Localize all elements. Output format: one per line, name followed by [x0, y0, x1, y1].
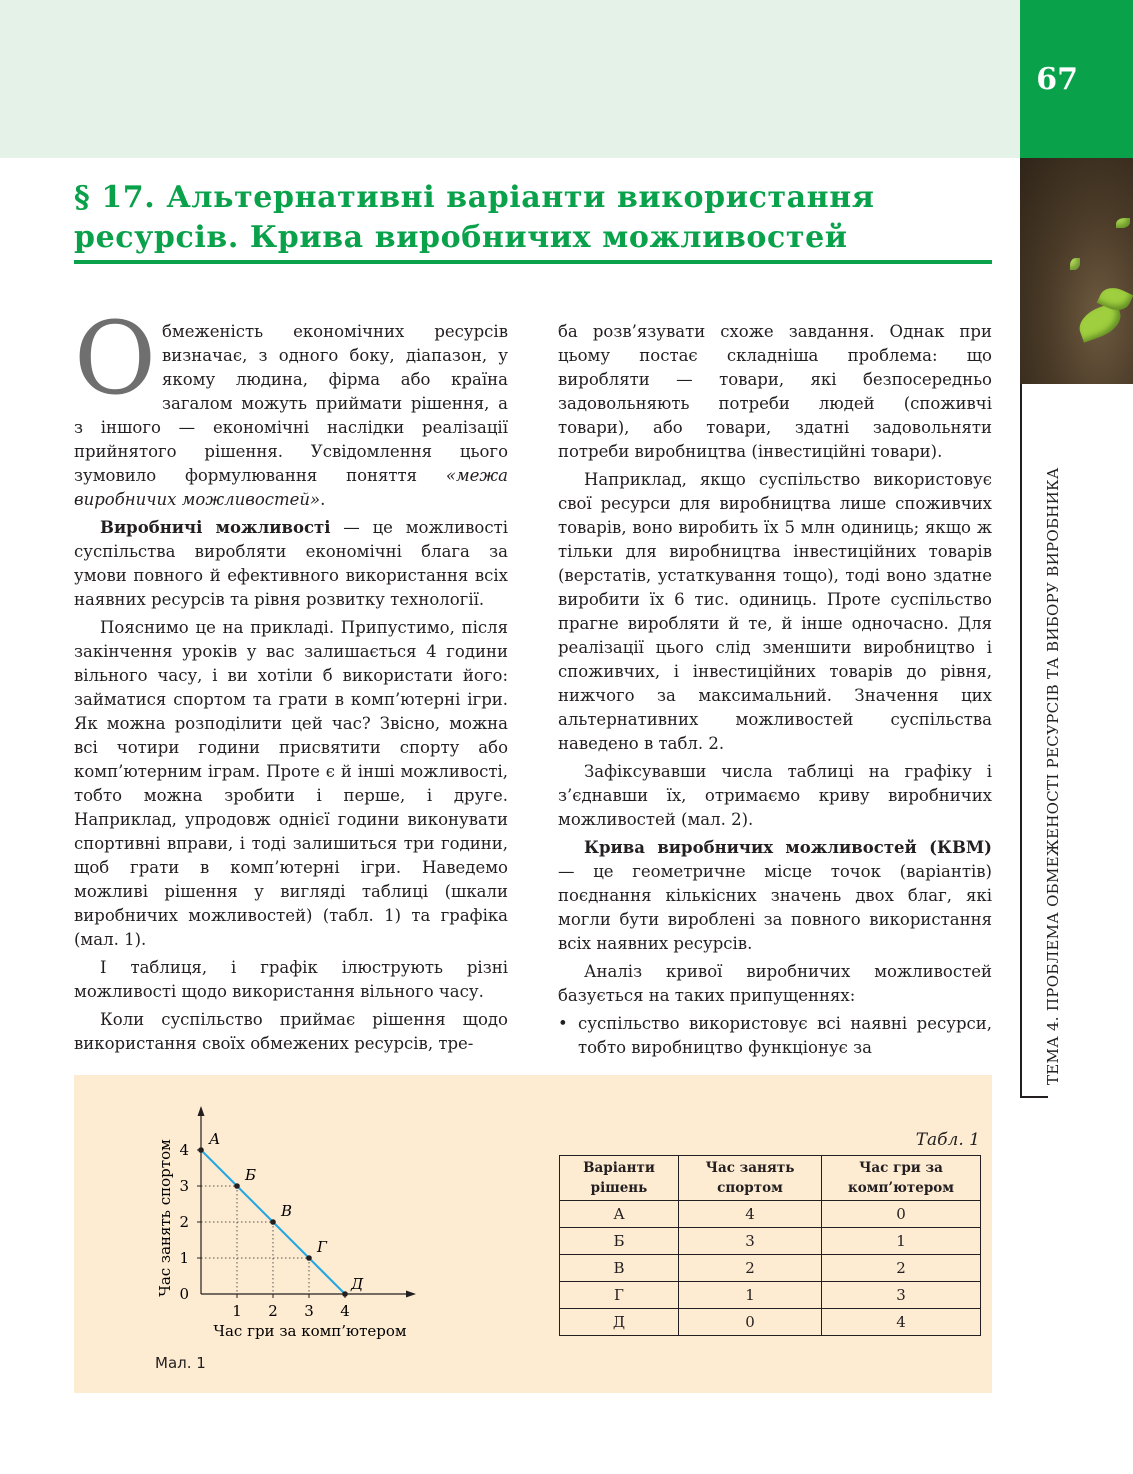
y-tick-label: 4	[179, 1141, 189, 1159]
table-header-cell: Час гри за комп’ютером	[822, 1156, 981, 1201]
term-ppc: Крива виробничих можливостей (КВМ)	[584, 838, 992, 857]
y-axis-title: Час занять спортом	[156, 1139, 174, 1297]
table-cell: Б	[560, 1228, 679, 1255]
point-label: А	[209, 1130, 221, 1148]
title-underline	[74, 260, 992, 264]
table-cell: 3	[822, 1282, 981, 1309]
sidebar-rule	[1020, 384, 1022, 1098]
x-tick-label: 4	[340, 1302, 350, 1320]
table-cell: Д	[560, 1309, 679, 1336]
bullet-text: суспільство використовує всі наявні ресурси, тобто виробництво функціонує за	[578, 1014, 992, 1057]
header-band	[0, 0, 1020, 158]
table-row	[560, 1201, 981, 1228]
y-tick-label: 2	[179, 1213, 189, 1231]
paragraph-illustration: І таблиця, і графік ілюструють різні можливості щодо використання вільного часу.	[74, 958, 508, 1001]
figure-caption: Мал. 1	[155, 1354, 206, 1372]
y-axis-arrow	[198, 1106, 205, 1116]
table-cell: 4	[679, 1201, 822, 1228]
term-production-possibilities: Виробничі можливості	[100, 518, 331, 537]
data-point	[342, 1291, 348, 1297]
table-header-row	[560, 1156, 981, 1201]
x-axis-title: Час гри за комп’ютером	[213, 1322, 407, 1340]
point-label: В	[281, 1202, 293, 1220]
paragraph-definition: Виробничі можливості — це можливості суспільства виробляти економічні блага за умови повного й ефективного використання всіх наявних ресурсів та рівня розвитку технології.	[74, 518, 508, 609]
paragraph-society: Коли суспільство приймає рішення щодо використання своїх обмежених ресурсів, тре-	[74, 1010, 508, 1053]
y-tick-label: 0	[179, 1285, 189, 1303]
text-column-left	[74, 300, 508, 1056]
paragraph-intro: Обмеженість економічних ресурсів визначає, з одного боку, діапазон, у якому людина, фірма або країна загалом можуть приймати рішення, а з іншого — економічні наслідки реалізації прийнятого рішення. Усвідомлення цього зумовило формулювання поняття «межа виробничих можливостей».	[74, 300, 508, 509]
table-row	[560, 1255, 981, 1282]
table-row	[560, 1309, 981, 1336]
data-point	[306, 1255, 312, 1261]
table-cell: 0	[679, 1309, 822, 1336]
table-cell: В	[560, 1255, 679, 1282]
point-label: Г	[317, 1238, 327, 1256]
paragraph-graph: Зафіксувавши числа таблиці на графіку і з’єднавши їх, отримаємо криву виробничих можливостей (мал. 2).	[558, 762, 992, 829]
table-cell: 4	[822, 1309, 981, 1336]
table-cell: 2	[822, 1255, 981, 1282]
x-tick-label: 3	[304, 1302, 314, 1320]
table-cell: 1	[822, 1228, 981, 1255]
paragraph-continuation: ба розв’язувати схоже завдання. Однак при цьому постає складніша проблема: що виробляти — товари, які безпосередньо задовольняють потреби людей (споживчі товари), або товари, здатні задовольняти потреби виробництва (інвестиційні товари).	[558, 322, 992, 461]
paragraph-example-goods: Наприклад, якщо суспільство використовує свої ресурси для виробництва лише споживчих товарів, воно виробить їх 5 млн одиниць; якщо ж тільки для виробництва інвестиційних товарів (верстатів, устаткування тощо), тоді воно здатне виробити їх 6 тис. одиниць. Проте суспільство прагне виробляти й те, й інше одночасно. Для реалізації цього слід зменшити виробництво і споживчих, і інвестиційних товарів до рівня, нижчого за максимальний. Значення цих альтернативних можливостей суспільства наведено в табл. 2.	[558, 470, 992, 753]
text-column-right	[558, 320, 992, 1060]
page-number-tab	[1020, 0, 1133, 158]
y-tick-label: 3	[179, 1177, 189, 1195]
section-title-line-1: § 17. Альтернативні варіанти використання	[74, 180, 875, 215]
paragraph-assumptions: Аналіз кривої виробничих можливостей базується на таких припущеннях:	[558, 962, 992, 1005]
table-row	[560, 1282, 981, 1309]
table-production-options	[559, 1155, 981, 1336]
point-label: Б	[245, 1166, 257, 1184]
paragraph-ppc-definition: Крива виробничих можливостей (КВМ) — це геометричне місце точок (варіантів) поєднання кількісних значень двох благ, які могли бути вироблені за повного використання всіх наявних ресурсів.	[558, 838, 992, 953]
x-tick-label: 1	[232, 1302, 242, 1320]
table-caption: Табл. 1	[915, 1130, 980, 1150]
data-point	[270, 1219, 276, 1225]
table-cell: 0	[822, 1201, 981, 1228]
y-tick-label: 1	[179, 1249, 189, 1267]
table-cell: 2	[679, 1255, 822, 1282]
data-point	[198, 1147, 204, 1153]
sidebar-topic: ТЕМА 4. ПРОБЛЕМА ОБМЕЖЕНОСТІ РЕСУРСІВ ТА ВИБОРУ ВИРОБНИКА	[1044, 467, 1062, 1085]
data-point	[234, 1183, 240, 1189]
bullet-marker: •	[558, 1014, 568, 1033]
section-title-line-2: ресурсів. Крива виробничих можливостей	[74, 220, 848, 255]
table-row	[560, 1228, 981, 1255]
paragraph-example: Пояснимо це на прикладі. Припустимо, після закінчення уроків у вас залишається 4 години вільного часу, і ви хотіли б використати його: займатися спортом та грати в комп’ютерні ігри. Як можна розподілити цей час? Звісно, можна всі чотири години присвятити спорту або комп’ютерним іграм. Проте є й інші можливості, тобто можна зробити і перше, і друге. Наприклад, упродовж однієї години виконувати спортивні вправи, і тоді залишиться три години, щоб грати в комп’ютерні ігри. Наведемо можливі рішення у вигляді таблиці (шкали виробничих можливостей) (табл. 1) та графіка (мал. 1).	[74, 618, 508, 949]
bullet-item	[558, 1012, 992, 1060]
section-title	[74, 178, 994, 258]
table-header-cell: Варіанти рішень	[560, 1156, 679, 1201]
ppc-chart	[150, 1100, 430, 1348]
x-axis-arrow	[406, 1291, 416, 1298]
term-italic: «межа виробничих можливостей»	[74, 466, 508, 509]
soil-sprout-photo	[1020, 158, 1133, 384]
drop-cap: О	[74, 300, 156, 417]
table-header-cell: Час занять спортом	[679, 1156, 822, 1201]
table-cell: А	[560, 1201, 679, 1228]
x-tick-label: 2	[268, 1302, 278, 1320]
table-cell: Г	[560, 1282, 679, 1309]
sidebar-rule-end	[1020, 1096, 1048, 1098]
table-cell: 1	[679, 1282, 822, 1309]
table-cell: 3	[679, 1228, 822, 1255]
page-number: 67	[1036, 62, 1078, 97]
point-label: Д	[351, 1275, 364, 1293]
